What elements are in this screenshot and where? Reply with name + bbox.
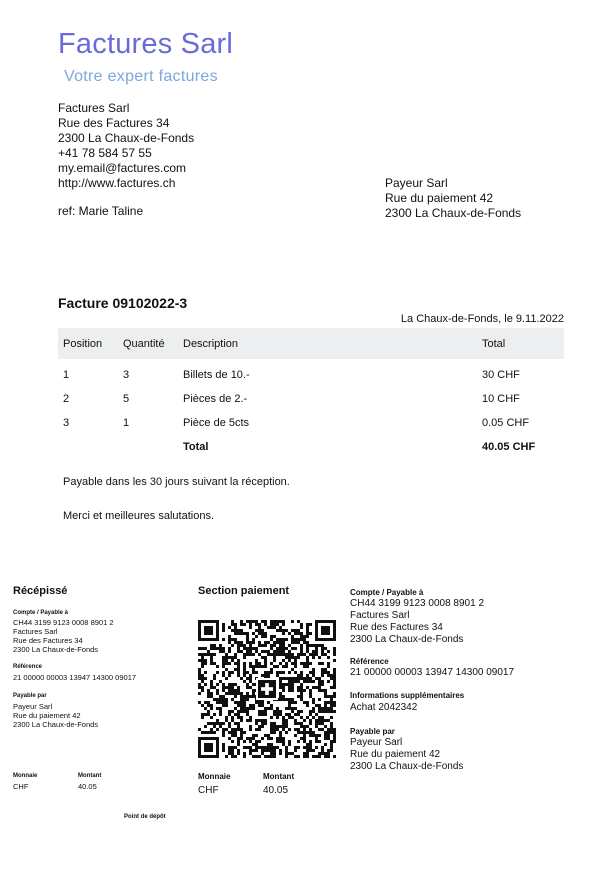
qr-finder-pattern <box>198 737 219 758</box>
invoice-items-table <box>58 328 564 459</box>
recipient-line: 2300 La Chaux-de-Fonds <box>385 206 522 220</box>
receipt-iban: CH44 3199 9123 0008 8901 2 <box>13 618 114 627</box>
payment-payer-line: 2300 La Chaux-de-Fonds <box>350 761 464 772</box>
payment-amount-label: Montant <box>263 772 295 781</box>
receipt-amount-label: Montant <box>78 773 102 779</box>
receipt-payer-line: Rue du paiement 42 <box>13 711 81 720</box>
qr-code-graphic <box>198 620 336 758</box>
payment-section-title: Section paiement <box>198 585 290 597</box>
company-tagline: Votre expert factures <box>64 68 218 85</box>
receipt-account <box>13 618 114 654</box>
total-label: Total <box>183 441 209 453</box>
table-row <box>58 359 564 387</box>
col-description: Description <box>178 328 477 359</box>
recipient-address <box>385 176 521 221</box>
payment-creditor-line: Factures Sarl <box>350 610 410 621</box>
recipient-line: Payeur Sarl <box>385 176 448 190</box>
payment-creditor-line: 2300 La Chaux-de-Fonds <box>350 634 464 645</box>
total-value: 40.05 CHF <box>482 441 536 453</box>
sender-phone: +41 78 584 57 55 <box>58 146 152 160</box>
payment-iban: CH44 3199 9123 0008 8901 2 <box>350 598 485 609</box>
payment-payer-line: Rue du paiement 42 <box>350 749 441 760</box>
receipt-payer-label: Payable par <box>13 693 47 699</box>
receipt-creditor-line: Rue des Factures 34 <box>13 636 83 645</box>
payment-currency: CHF <box>198 785 219 796</box>
receipt-currency: CHF <box>13 782 29 791</box>
table-header-row <box>58 328 564 359</box>
payment-payer-line: Payeur Sarl <box>350 737 403 748</box>
additional-info: Achat 2042342 <box>350 702 418 713</box>
col-position: Position <box>58 328 118 359</box>
cell-quantity: 1 <box>123 417 130 429</box>
sender-line: 2300 La Chaux-de-Fonds <box>58 131 195 145</box>
qr-finder-pattern <box>198 620 219 641</box>
payment-creditor-line: Rue des Factures 34 <box>350 622 443 633</box>
invoice-place-date: La Chaux-de-Fonds, le 9.11.2022 <box>400 313 564 325</box>
receipt-account-label: Compte / Payable à <box>13 610 69 616</box>
receipt-currency-label: Monnaie <box>13 773 38 779</box>
payment-payer-label: Payable par <box>350 727 395 736</box>
payment-payer <box>350 737 463 773</box>
qr-finder-pattern <box>315 620 336 641</box>
payment-account-label: Compte / Payable à <box>350 588 424 597</box>
cell-position: 1 <box>63 369 70 381</box>
payment-reference: 21 00000 00003 13947 14300 09017 <box>350 667 515 678</box>
receipt-creditor-line: Factures Sarl <box>13 627 58 636</box>
cell-description: Billets de 10.- <box>183 369 250 381</box>
closing-text: Merci et meilleures salutations. <box>63 510 215 522</box>
receipt-reference-label: Référence <box>13 664 43 670</box>
reference-person: ref: Marie Taline <box>58 204 144 218</box>
col-total: Total <box>477 328 564 359</box>
col-quantity: Quantité <box>118 328 178 359</box>
cell-description: Pièces de 2.- <box>183 393 248 405</box>
acceptance-point-label: Point de dépôt <box>124 814 166 820</box>
cell-total: 30 CHF <box>482 369 520 381</box>
additional-info-label: Informations supplémentaires <box>350 691 465 700</box>
cell-position: 2 <box>63 393 70 405</box>
table-row <box>58 411 564 435</box>
receipt-reference: 21 00000 00003 13947 14300 09017 <box>13 673 137 682</box>
sender-line: Rue des Factures 34 <box>58 116 170 130</box>
total-row <box>58 435 564 459</box>
cell-total: 0.05 CHF <box>482 417 530 429</box>
cell-quantity: 3 <box>123 369 130 381</box>
payment-reference-label: Référence <box>350 657 389 666</box>
sender-address <box>58 101 194 191</box>
cell-total: 10 CHF <box>482 393 520 405</box>
payment-currency-label: Monnaie <box>198 772 231 781</box>
sender-website: http://www.factures.ch <box>58 176 176 190</box>
payment-terms: Payable dans les 30 jours suivant la réception. <box>63 476 290 488</box>
receipt-payer <box>13 702 98 729</box>
payment-amount: 40.05 <box>263 785 289 796</box>
table-row <box>58 387 564 411</box>
sender-line: Factures Sarl <box>58 101 130 115</box>
receipt-title: Récépissé <box>13 585 68 597</box>
receipt-payer-line: 2300 La Chaux-de-Fonds <box>13 720 99 729</box>
payment-account <box>350 598 484 646</box>
cell-description: Pièce de 5cts <box>183 417 250 429</box>
company-logo-title: Factures Sarl <box>58 28 234 60</box>
cell-quantity: 5 <box>123 393 130 405</box>
receipt-creditor-line: 2300 La Chaux-de-Fonds <box>13 645 99 654</box>
receipt-amount: 40.05 <box>78 782 97 791</box>
cell-position: 3 <box>63 417 70 429</box>
invoice-title: Facture 09102022-3 <box>58 295 188 311</box>
sender-email: my.email@factures.com <box>58 161 186 175</box>
recipient-line: Rue du paiement 42 <box>385 191 494 205</box>
receipt-payer-line: Payeur Sarl <box>13 702 53 711</box>
swiss-qr-code-icon <box>198 620 336 758</box>
swiss-cross-icon <box>256 678 278 700</box>
